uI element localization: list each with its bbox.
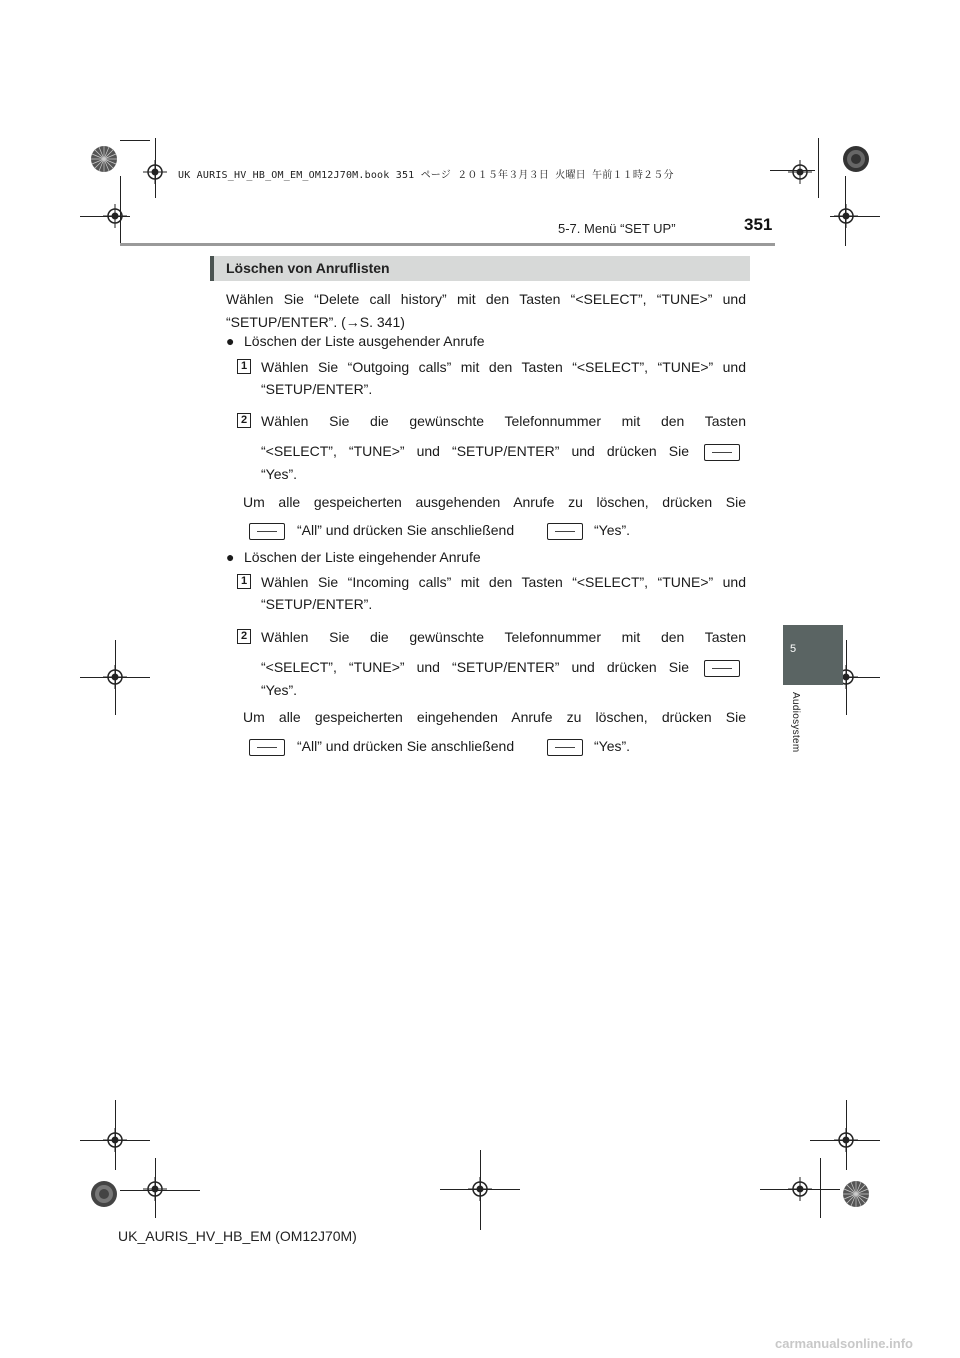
screen-button-icon bbox=[547, 739, 583, 756]
color-rosette-icon bbox=[842, 145, 870, 173]
note-text: “All” und drücken Sie anschließend bbox=[297, 738, 515, 754]
screen-button-icon bbox=[547, 523, 583, 540]
step-text: “<SELECT”, “TUNE>” und “SETUP/ENTER” und drücken Sie bbox=[261, 443, 689, 459]
registration-mark-icon bbox=[143, 1177, 167, 1201]
book-info-line: UK AURIS_HV_HB_OM_EM_OM12J70M.book 351 ページ ２０１５年３月３日 火曜日 午前１１時２５分 bbox=[178, 170, 674, 181]
step-number: 1 bbox=[237, 574, 251, 589]
registration-mark-icon bbox=[103, 204, 127, 228]
screen-button-icon bbox=[249, 739, 285, 756]
note-text: “Yes”. bbox=[594, 738, 631, 754]
step-text: Wählen Sie die gewünschte Telefonnummer mit den Tasten bbox=[261, 413, 746, 429]
step-text: Wählen Sie die gewünschte Telefonnummer mit den Tasten bbox=[261, 629, 746, 645]
step-text: “SETUP/ENTER”. bbox=[261, 381, 373, 397]
screen-button-icon bbox=[704, 444, 740, 461]
registration-mark-icon bbox=[788, 160, 812, 184]
screen-button-icon bbox=[249, 523, 285, 540]
section-reference: 5-7. Menü “SET UP” bbox=[558, 221, 676, 236]
step-text: Wählen Sie “Incoming calls” mit den Tasten “<SELECT”, “TUNE>” und bbox=[261, 574, 746, 590]
intro-text: Wählen Sie “Delete call history” mit den Tasten “<SELECT”, “TUNE>” und bbox=[226, 291, 746, 307]
watermark: carmanualsonline.info bbox=[775, 1336, 913, 1351]
step-number: 2 bbox=[237, 413, 251, 428]
page-number: 351 bbox=[744, 215, 773, 234]
note-text: “All” und drücken Sie anschließend bbox=[297, 522, 515, 538]
chapter-label: Audiosystem bbox=[790, 692, 801, 753]
step-text: “Yes”. bbox=[261, 466, 298, 482]
color-rosette-icon bbox=[90, 1180, 118, 1208]
step-text: “<SELECT”, “TUNE>” und “SETUP/ENTER” und drücken Sie bbox=[261, 659, 689, 675]
registration-mark-icon bbox=[143, 160, 167, 184]
step-text: “SETUP/ENTER”. bbox=[261, 596, 373, 612]
bullet-icon: ● bbox=[226, 333, 235, 349]
color-rosette-icon bbox=[90, 145, 118, 173]
color-rosette-icon bbox=[842, 1180, 870, 1208]
registration-mark-icon bbox=[103, 1128, 127, 1152]
registration-mark-icon bbox=[788, 1177, 812, 1201]
step-text: “Yes”. bbox=[261, 682, 298, 698]
registration-mark-icon bbox=[468, 1177, 492, 1201]
subheading-incoming: Löschen der Liste eingehender Anrufe bbox=[244, 549, 481, 565]
intro-text: “SETUP/ENTER”. (→S. 341) bbox=[226, 314, 405, 330]
bullet-icon: ● bbox=[226, 549, 235, 565]
subheading-outgoing: Löschen der Liste ausgehender Anrufe bbox=[244, 333, 485, 349]
screen-button-icon bbox=[704, 660, 740, 677]
chapter-number: 5 bbox=[790, 643, 797, 655]
step-number: 2 bbox=[237, 629, 251, 644]
note-text: “Yes”. bbox=[594, 522, 631, 538]
footer-model: UK_AURIS_HV_HB_EM (OM12J70M) bbox=[118, 1228, 357, 1244]
step-number: 1 bbox=[237, 359, 251, 374]
registration-mark-icon bbox=[834, 1128, 858, 1152]
step-text: Wählen Sie “Outgoing calls” mit den Tasten “<SELECT”, “TUNE>” und bbox=[261, 359, 746, 375]
registration-mark-icon bbox=[834, 204, 858, 228]
note-text: Um alle gespeicherten eingehenden Anrufe zu löschen, drücken Sie bbox=[243, 709, 746, 725]
header-rule bbox=[120, 243, 775, 246]
note-text: Um alle gespeicherten ausgehenden Anrufe zu löschen, drücken Sie bbox=[243, 494, 746, 510]
registration-mark-icon bbox=[103, 665, 127, 689]
section-title: Löschen von Anruflisten bbox=[210, 256, 750, 281]
chapter-tab bbox=[783, 625, 843, 685]
